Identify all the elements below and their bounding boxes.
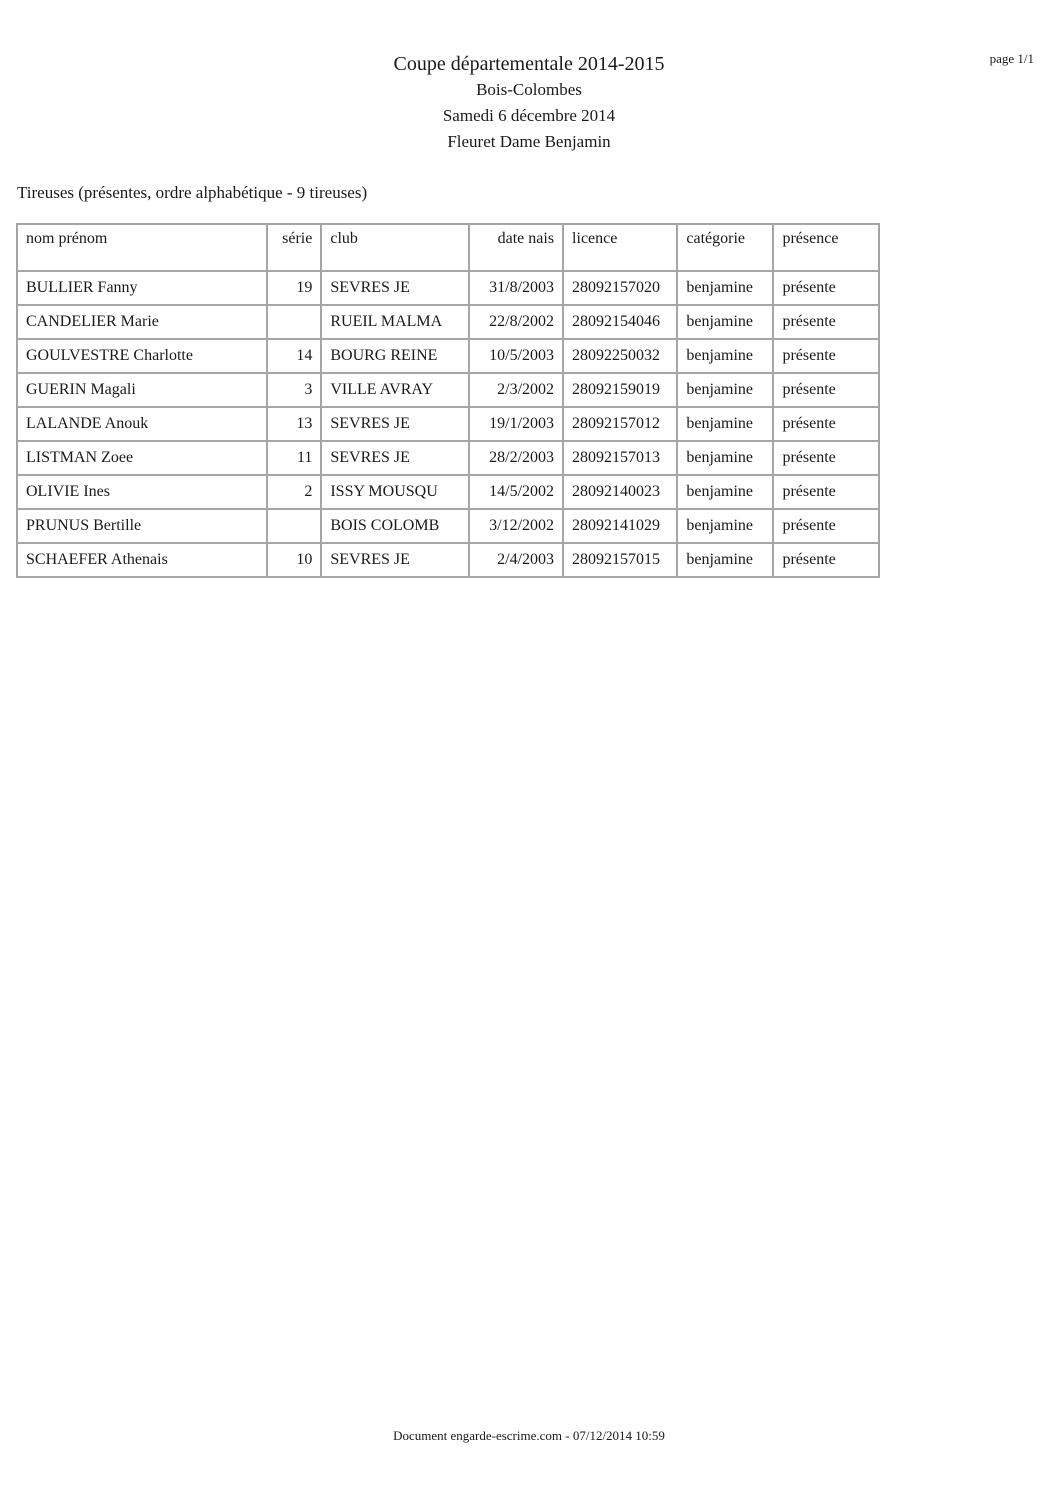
cell-club: SEVRES JE xyxy=(321,543,469,577)
table-header-row xyxy=(17,224,879,271)
cell-birthdate: 2/4/2003 xyxy=(469,543,563,577)
section-title: Tireuses (présentes, ordre alphabétique - 9 tireuses) xyxy=(17,183,368,202)
cell-serie: 13 xyxy=(267,407,322,441)
cell-category: benjamine xyxy=(677,475,773,509)
cell-serie: 2 xyxy=(267,475,322,509)
table-row xyxy=(17,407,879,441)
cell-licence: 28092157013 xyxy=(563,441,677,475)
table-row xyxy=(17,441,879,475)
cell-serie xyxy=(267,305,322,339)
cell-presence: présente xyxy=(773,407,879,441)
cell-presence: présente xyxy=(773,509,879,543)
cell-club: SEVRES JE xyxy=(321,407,469,441)
cell-club: SEVRES JE xyxy=(321,441,469,475)
cell-category: benjamine xyxy=(677,271,773,305)
cell-presence: présente xyxy=(773,475,879,509)
cell-name: BULLIER Fanny xyxy=(17,271,267,305)
cell-name: GUERIN Magali xyxy=(17,373,267,407)
column-header-presence: présence xyxy=(773,224,879,271)
cell-name: PRUNUS Bertille xyxy=(17,509,267,543)
cell-birthdate: 28/2/2003 xyxy=(469,441,563,475)
cell-birthdate: 22/8/2002 xyxy=(469,305,563,339)
cell-licence: 28092250032 xyxy=(563,339,677,373)
cell-category: benjamine xyxy=(677,543,773,577)
table-row xyxy=(17,543,879,577)
cell-club: ISSY MOUSQU xyxy=(321,475,469,509)
competition-title: Coupe départementale 2014-2015 xyxy=(393,53,665,75)
cell-club: BOIS COLOMB xyxy=(321,509,469,543)
column-header-club: club xyxy=(321,224,469,271)
cell-name: SCHAEFER Athenais xyxy=(17,543,267,577)
column-header-birthdate: date nais xyxy=(469,224,563,271)
page-number: page 1/1 xyxy=(989,51,1034,66)
cell-birthdate: 31/8/2003 xyxy=(469,271,563,305)
cell-name: LALANDE Anouk xyxy=(17,407,267,441)
column-header-category: catégorie xyxy=(677,224,773,271)
cell-category: benjamine xyxy=(677,407,773,441)
cell-birthdate: 3/12/2002 xyxy=(469,509,563,543)
table-row xyxy=(17,305,879,339)
cell-category: benjamine xyxy=(677,339,773,373)
cell-licence: 28092157020 xyxy=(563,271,677,305)
cell-name: OLIVIE Ines xyxy=(17,475,267,509)
table-row xyxy=(17,373,879,407)
table-row xyxy=(17,475,879,509)
cell-birthdate: 2/3/2002 xyxy=(469,373,563,407)
cell-licence: 28092140023 xyxy=(563,475,677,509)
cell-presence: présente xyxy=(773,441,879,475)
cell-club: RUEIL MALMA xyxy=(321,305,469,339)
competition-date: Samedi 6 décembre 2014 xyxy=(442,106,616,125)
document-footer: Document engarde-escrime.com - 07/12/2014 10:59 xyxy=(393,1428,665,1443)
cell-licence: 28092157015 xyxy=(563,543,677,577)
cell-name: CANDELIER Marie xyxy=(17,305,267,339)
cell-name: GOULVESTRE Charlotte xyxy=(17,339,267,373)
cell-category: benjamine xyxy=(677,373,773,407)
cell-licence: 28092154046 xyxy=(563,305,677,339)
cell-category: benjamine xyxy=(677,509,773,543)
cell-birthdate: 19/1/2003 xyxy=(469,407,563,441)
cell-presence: présente xyxy=(773,271,879,305)
cell-serie: 14 xyxy=(267,339,322,373)
cell-club: BOURG REINE xyxy=(321,339,469,373)
column-header-serie: série xyxy=(267,224,322,271)
cell-serie: 19 xyxy=(267,271,322,305)
fencers-table xyxy=(16,223,880,578)
cell-club: SEVRES JE xyxy=(321,271,469,305)
cell-serie: 3 xyxy=(267,373,322,407)
cell-presence: présente xyxy=(773,543,879,577)
cell-birthdate: 14/5/2002 xyxy=(469,475,563,509)
cell-serie: 11 xyxy=(267,441,322,475)
cell-licence: 28092159019 xyxy=(563,373,677,407)
column-header-licence: licence xyxy=(563,224,677,271)
cell-birthdate: 10/5/2003 xyxy=(469,339,563,373)
column-header-name: nom prénom xyxy=(17,224,267,271)
cell-category: benjamine xyxy=(677,305,773,339)
competition-location: Bois-Colombes xyxy=(476,80,582,99)
cell-presence: présente xyxy=(773,339,879,373)
document-header xyxy=(0,51,1058,155)
cell-club: VILLE AVRAY xyxy=(321,373,469,407)
cell-serie: 10 xyxy=(267,543,322,577)
cell-serie xyxy=(267,509,322,543)
cell-presence: présente xyxy=(773,373,879,407)
cell-licence: 28092141029 xyxy=(563,509,677,543)
cell-licence: 28092157012 xyxy=(563,407,677,441)
table-row xyxy=(17,271,879,305)
cell-name: LISTMAN Zoee xyxy=(17,441,267,475)
cell-category: benjamine xyxy=(677,441,773,475)
competition-event: Fleuret Dame Benjamin xyxy=(447,132,611,151)
table-row xyxy=(17,509,879,543)
table-row xyxy=(17,339,879,373)
cell-presence: présente xyxy=(773,305,879,339)
